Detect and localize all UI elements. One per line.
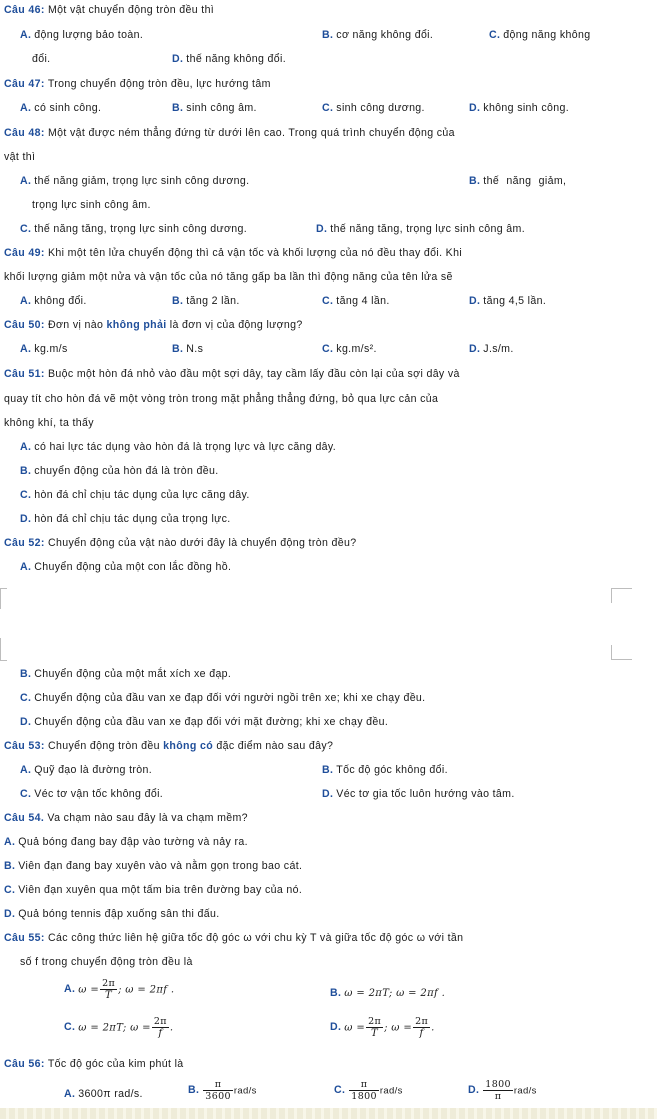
crop-mark-bottom-right — [611, 645, 632, 660]
q56-c-fraction: $\frac{\pi}{1800}$ — [351, 1079, 377, 1102]
q55-c-fraction: $\frac{2\pi}{f}$ — [153, 1016, 167, 1039]
question-51: Câu 51: Buộc một hòn đá nhỏ vào đầu một sợi dây, tay cầm lấy đầu còn lại của sợi dây và — [4, 368, 460, 380]
q54-option-c: C. Viên đạn xuyên qua một tấm bia trên đường bay của nó. — [4, 884, 303, 896]
q48-option-c: C. thế năng tăng, trọng lực sinh công dương. — [20, 223, 248, 235]
q56-option-a: A. 3600π rad/s. — [64, 1088, 143, 1100]
q52-option-b: B. Chuyển động của một mắt xích xe đạp. — [20, 668, 232, 680]
question-47: Câu 47: Trong chuyển động tròn đều, lực hướng tâm — [4, 78, 271, 90]
question-49-cont: khối lượng giảm một nửa và vận tốc của nó tăng gấp ba lần thì động năng của tên lửa sẽ — [4, 271, 453, 283]
q51-option-b: B. chuyển động của hòn đá là tròn đều. — [20, 465, 219, 477]
q49-option-c: C. tăng 4 lần. — [322, 295, 390, 307]
q51-option-d: D. hòn đá chỉ chịu tác dụng của trọng lực. — [20, 513, 231, 525]
crop-mark-bottom-left — [0, 638, 7, 661]
question-48: Câu 48: Một vật được ném thẳng đứng từ dưới lên cao. Trong quá trình chuyển động của — [4, 127, 455, 139]
q47-option-d: D. không sinh công. — [469, 102, 569, 114]
crop-mark-top-right — [611, 588, 632, 603]
q52-option-c: C. Chuyển động của đầu van xe đạp đối với người ngồi trên xe; khi xe chạy đều. — [20, 692, 426, 704]
q46-option-b: B. cơ năng không đổi. — [322, 29, 434, 41]
q50-option-b: B. N.s — [172, 343, 204, 355]
q55-option-c: C. ω = 2πT; ω = $\frac{2\pi}{f}$ . — [64, 1016, 174, 1039]
q55-option-d: D. ω = $\frac{2\pi}{T}$ ; ω = $\frac{2\pi}{f}$ . — [330, 1016, 435, 1039]
q54-option-b: B. Viên đạn đang bay xuyên vào và nằm gọn trong bao cát. — [4, 860, 303, 872]
q51-option-a: A. có hai lực tác dụng vào hòn đá là trọng lực và lực căng dây. — [20, 441, 337, 453]
q48-option-a: A. thế năng giảm, trọng lực sinh công dương. — [20, 175, 250, 187]
q49-option-d: D. tăng 4,5 lần. — [469, 295, 547, 307]
crop-mark-top-left — [0, 588, 7, 609]
q56-option-c: C. $\frac{\pi}{1800}$ rad/s — [334, 1079, 403, 1102]
question-50: Câu 50: Đơn vị nào không phải là đơn vị của động lượng? — [4, 319, 303, 331]
q56-b-fraction: $\frac{\pi}{3600}$ — [205, 1079, 231, 1102]
q55-option-a: A. ω = $\frac{2\pi}{T}$ ; ω = 2πf . — [64, 978, 175, 1001]
question-48-cont: vật thì — [4, 151, 36, 163]
question-55-cont: số f trong chuyển động tròn đều là — [20, 956, 193, 968]
q55-option-b: B. ω = 2πT; ω = 2πf . — [330, 987, 446, 999]
question-54: Câu 54. Va chạm nào sau đây là va chạm mềm? — [4, 812, 248, 824]
question-51-cont2: không khí, ta thấy — [4, 417, 94, 429]
q52-option-d: D. Chuyển động của đầu van xe đạp đối với mặt đường; khi xe chạy đều. — [20, 716, 389, 728]
question-46 — [4, 4, 214, 17]
q48-option-b: B. thế năng giảm, — [469, 175, 567, 187]
question-55: Câu 55: Các công thức liên hệ giữa tốc độ góc ω với chu kỳ T và giữa tốc độ góc ω với tần — [4, 932, 464, 944]
question-46-stem: Một vật chuyển động tròn đều thì — [44, 4, 215, 16]
q51-option-c: C. hòn đá chỉ chịu tác dụng của lực căng dây. — [20, 489, 250, 501]
question-53: Câu 53: Chuyển động tròn đều không có đặc điểm nào sau đây? — [4, 740, 334, 752]
q50-option-a: A. kg.m/s — [20, 343, 68, 355]
q47-option-b: B. sinh công âm. — [172, 102, 257, 114]
q47-option-a: A. có sinh công. — [20, 102, 102, 114]
q56-d-fraction: $\frac{1800}{\pi}$ — [485, 1079, 511, 1102]
q56-option-b: B. $\frac{\pi}{3600}$ rad/s — [188, 1079, 257, 1102]
q56-option-d: D. $\frac{1800}{\pi}$ rad/s — [468, 1079, 537, 1102]
q52-option-a: A. Chuyển động của một con lắc đồng hồ. — [20, 561, 232, 573]
q53-option-b: B. Tốc độ góc không đổi. — [322, 764, 448, 776]
q54-option-a: A. Quả bóng đang bay đập vào tường và nảy ra. — [4, 836, 248, 848]
q48-option-d: D. thế năng tăng, trọng lực sinh công âm. — [316, 223, 526, 235]
q46-option-c: C. động năng không — [489, 29, 591, 41]
q46-option-a: A. động lượng bảo toàn. — [20, 29, 144, 41]
q55-a-fraction: $\frac{2\pi}{T}$ — [102, 978, 116, 1001]
q53-option-a: A. Quỹ đạo là đường tròn. — [20, 764, 153, 776]
q55-d-fraction-2: $\frac{2\pi}{f}$ — [415, 1016, 429, 1039]
question-52: Câu 52: Chuyển động của vật nào dưới đây là chuyển động tròn đều? — [4, 537, 357, 549]
question-56: Câu 56: Tốc độ góc của kim phút là — [4, 1058, 184, 1070]
question-46-number: Câu 46: — [4, 4, 45, 16]
q50-option-c: C. kg.m/s². — [322, 343, 377, 355]
scan-edge-strip — [0, 1108, 657, 1119]
q46-option-c-cont: đổi. — [32, 53, 51, 65]
q54-option-d: D. Quả bóng tennis đập xuống sân thi đấu. — [4, 908, 220, 920]
q47-option-c: C. sinh công dương. — [322, 102, 425, 114]
question-49: Câu 49: Khi một tên lửa chuyển động thì cả vận tốc và khối lượng của nó đều thay đổi. Khi — [4, 247, 463, 259]
q53-option-d: D. Véc tơ gia tốc luôn hướng vào tâm. — [322, 788, 515, 800]
q48-option-b-cont: trọng lực sinh công âm. — [32, 199, 151, 211]
q50-option-d: D. J.s/m. — [469, 343, 514, 355]
q49-option-b: B. tăng 2 lần. — [172, 295, 240, 307]
q53-option-c: C. Véc tơ vận tốc không đổi. — [20, 788, 164, 800]
q55-d-fraction-1: $\frac{2\pi}{T}$ — [368, 1016, 382, 1039]
q49-option-a: A. không đổi. — [20, 295, 87, 307]
q46-option-d: D. thế năng không đổi. — [172, 53, 287, 65]
question-51-cont: quay tít cho hòn đá vẽ một vòng tròn trong mặt phẳng thẳng đứng, bỏ qua lực cản của — [4, 393, 439, 405]
